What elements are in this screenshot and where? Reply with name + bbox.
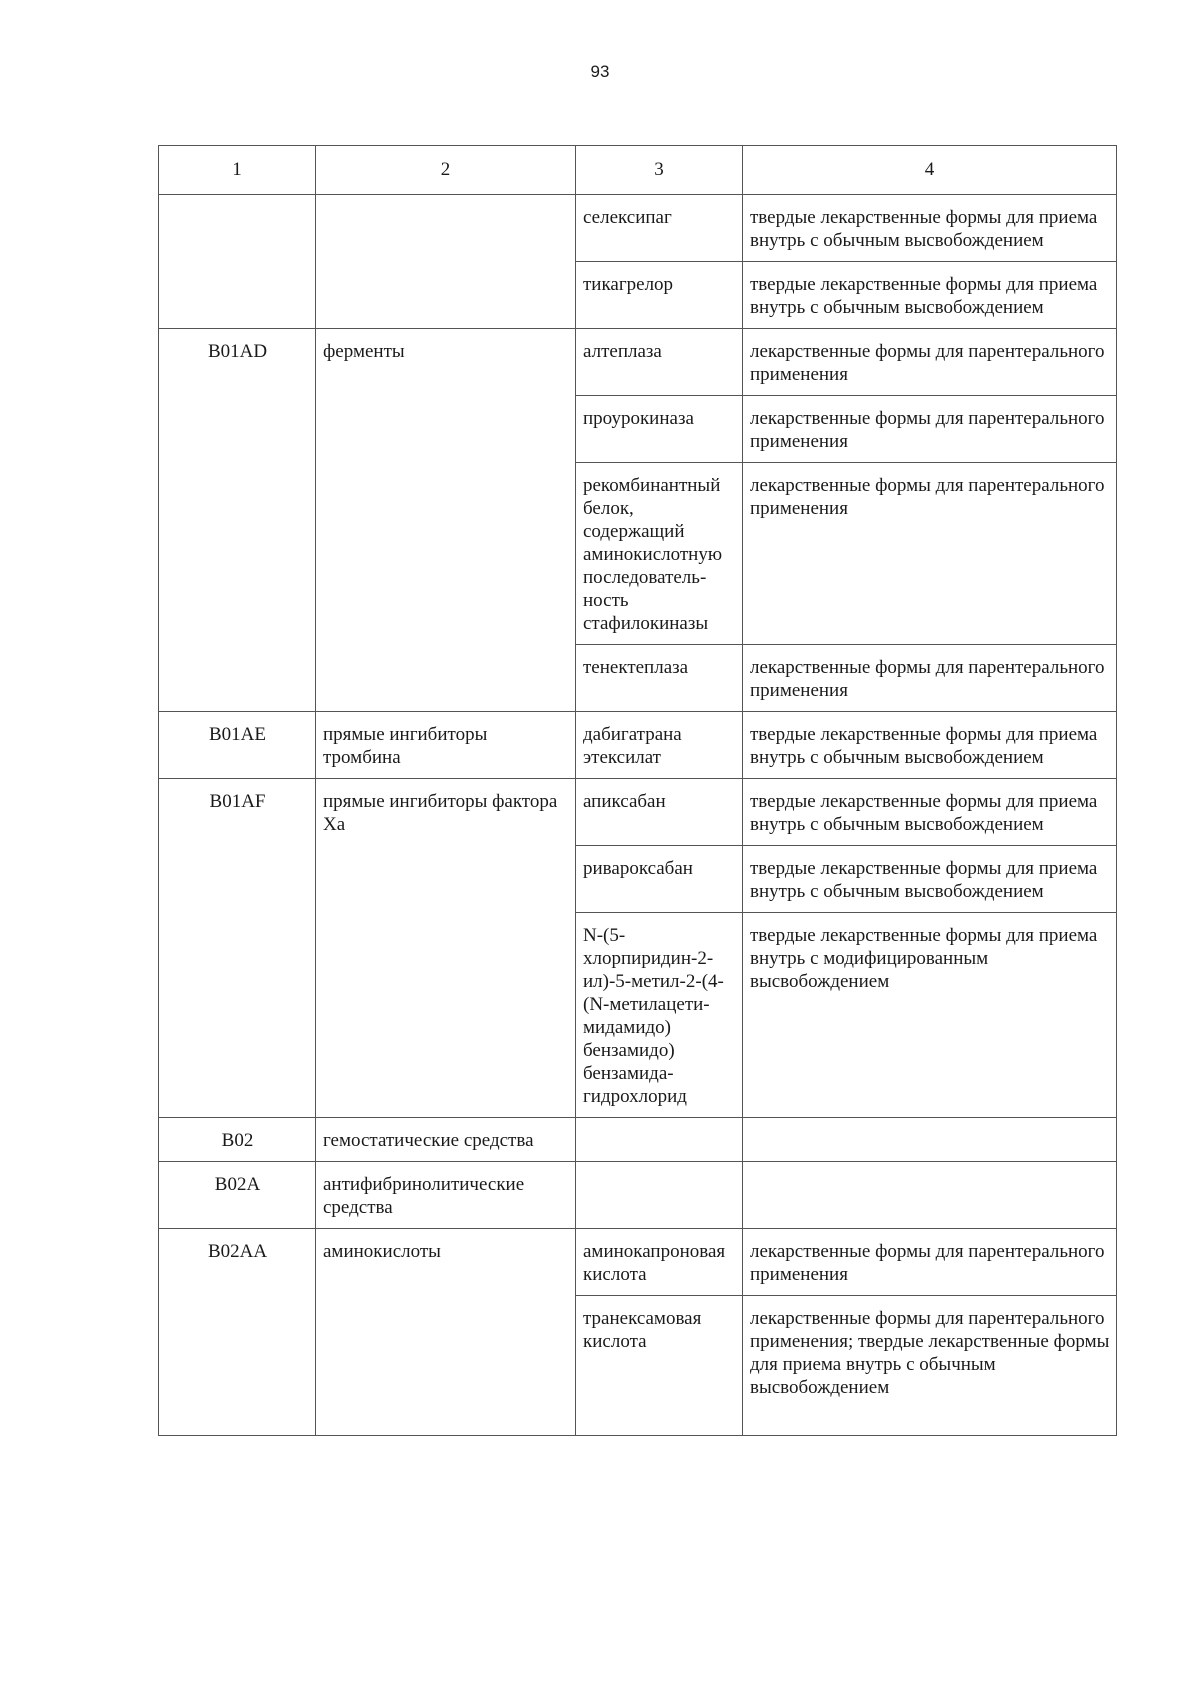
group-name: гемостатические средства (316, 1118, 576, 1162)
table-row (159, 329, 1117, 396)
group-name: ферменты (316, 329, 576, 712)
group-name: прямые ингибиторы фактора Xa (316, 779, 576, 1118)
drug-name: апиксабан (576, 779, 743, 846)
column-header: 4 (743, 146, 1117, 195)
drug-name: тикагрелор (576, 262, 743, 329)
dosage-forms: твердые лекарственные формы для приема внутрь с обычным высвобождением (743, 262, 1117, 329)
table-row (159, 712, 1117, 779)
group-name: аминокислоты (316, 1229, 576, 1436)
column-header: 3 (576, 146, 743, 195)
atc-code: B02A (159, 1162, 316, 1229)
group-name (316, 195, 576, 329)
page-number: 93 (590, 62, 610, 81)
dosage-forms: твердые лекарственные формы для приема внутрь с обычным высвобождением (743, 712, 1117, 779)
drug-table (158, 145, 1117, 1436)
table-body (159, 195, 1117, 1436)
dosage-forms: твердые лекарственные формы для приема внутрь с обычным высвобождением (743, 846, 1117, 913)
table-row (159, 195, 1117, 262)
atc-code: B02AA (159, 1229, 316, 1436)
dosage-forms: твердые лекарственные формы для приема внутрь с обычным высвобождением (743, 779, 1117, 846)
dosage-forms: лекарственные формы для парентерального применения (743, 329, 1117, 396)
drug-name: аминокапроновая кислота (576, 1229, 743, 1296)
atc-code: B02 (159, 1118, 316, 1162)
dosage-forms: лекарственные формы для парентерального применения (743, 396, 1117, 463)
drug-name: дабигатрана этексилат (576, 712, 743, 779)
drug-name: проурокиназа (576, 396, 743, 463)
drug-name: ривароксабан (576, 846, 743, 913)
group-name: антифибринолитические средства (316, 1162, 576, 1229)
column-header: 1 (159, 146, 316, 195)
table-row (159, 1118, 1117, 1162)
dosage-forms: лекарственные формы для парентерального применения; твердые лекарственные формы для приема внутрь с обычным высвобождением (743, 1296, 1117, 1436)
dosage-forms: лекарственные формы для парентерального применения (743, 1229, 1117, 1296)
dosage-forms: твердые лекарственные формы для приема внутрь с модифицированным высвобождением (743, 913, 1117, 1118)
drug-name (576, 1118, 743, 1162)
drug-name: алтеплаза (576, 329, 743, 396)
drug-name: селексипаг (576, 195, 743, 262)
dosage-forms: твердые лекарственные формы для приема внутрь с обычным высвобождением (743, 195, 1117, 262)
dosage-forms: лекарственные формы для парентерального применения (743, 645, 1117, 712)
table-header-row (159, 146, 1117, 195)
dosage-forms (743, 1162, 1117, 1229)
atc-code: B01AD (159, 329, 316, 712)
table-row (159, 1229, 1117, 1296)
drug-name (576, 1162, 743, 1229)
drug-name: рекомбинантный белок, содержащий аминокислотную последователь-ность стафилокиназы (576, 463, 743, 645)
drug-name: тенектеплаза (576, 645, 743, 712)
dosage-forms (743, 1118, 1117, 1162)
drug-name: транексамовая кислота (576, 1296, 743, 1436)
table-row (159, 1162, 1117, 1229)
atc-code: B01AE (159, 712, 316, 779)
dosage-forms: лекарственные формы для парентерального применения (743, 463, 1117, 645)
atc-code: B01AF (159, 779, 316, 1118)
column-header: 2 (316, 146, 576, 195)
table-row (159, 779, 1117, 846)
drug-name: N-(5-хлорпиридин-2-ил)-5-метил-2-(4-(N-метилацети-мидамидо) бензамидо) бензамида-гидрохлорид (576, 913, 743, 1118)
atc-code (159, 195, 316, 329)
group-name: прямые ингибиторы тромбина (316, 712, 576, 779)
